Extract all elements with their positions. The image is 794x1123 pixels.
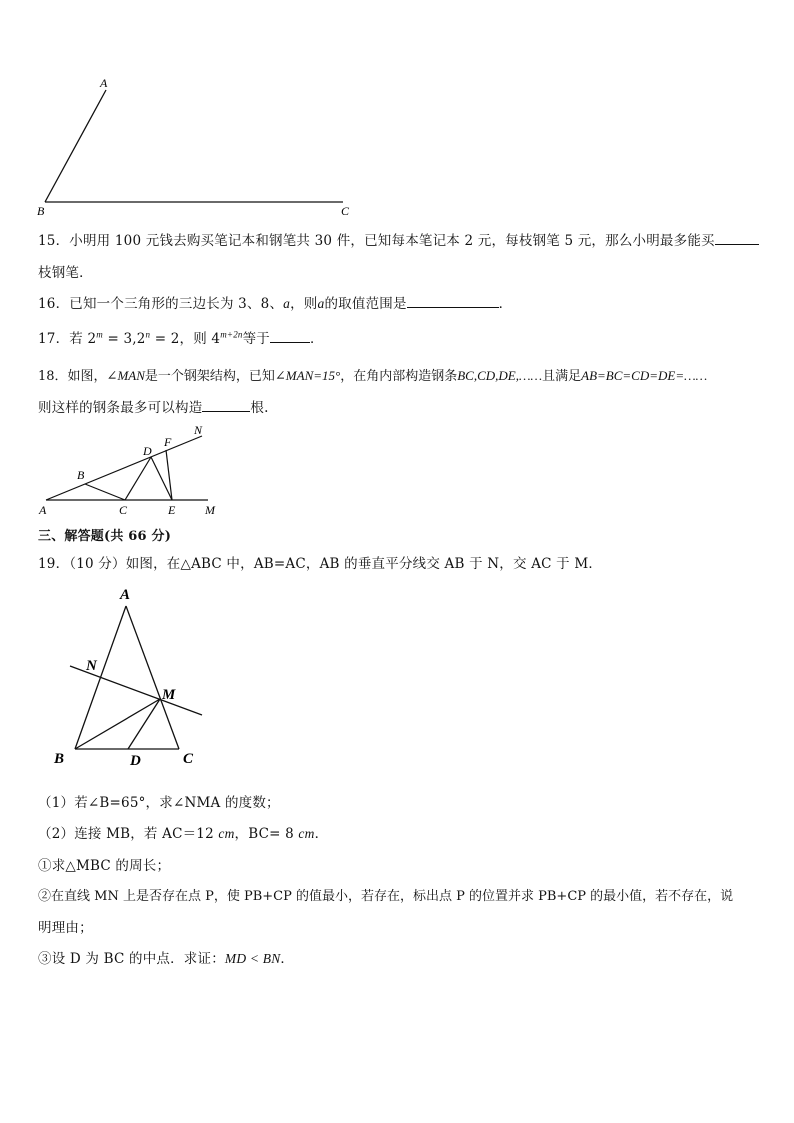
label-d: D <box>143 444 152 458</box>
label-f: F <box>164 435 172 449</box>
question-15-line1: 15．小明用 100 元钱去购买笔记本和钢笔共 30 件，已知每本笔记本 2 元，每枝钢笔 5 元，那么小明最多能买 <box>38 229 759 249</box>
question-18-line1: 18．如图，∠MAN是一个钢架结构，已知∠MAN=15°，在角内部构造钢条BC,CD,DE,……且满足AB=BC=CD=DE=…… <box>38 368 708 384</box>
label-a: A <box>120 587 131 603</box>
label-n: N <box>194 423 203 437</box>
label-c: C <box>341 204 350 218</box>
ray-an <box>46 436 202 500</box>
question-19-part2: （2）连接 MB，若 AC＝12 cm，BC= 8 cm． <box>38 826 329 842</box>
question-17: 17．若 $2^m = 3,2^n = 2$，则 $4^{m+2n}$等于 ． <box>38 329 324 347</box>
section-heading: 三、解答题(共 66 分) <box>38 529 172 544</box>
side-ac <box>126 606 179 749</box>
segment-mb <box>75 699 160 749</box>
question-16: 16．已知一个三角形的三边长为 3、8、a，则a的取值范围是 ． <box>38 296 513 312</box>
steel-frame-figure <box>36 422 226 520</box>
label-d: D <box>130 753 141 769</box>
label-n: N <box>86 658 97 674</box>
question-19-sub2-line2: 明理由； <box>38 920 93 936</box>
label-c: C <box>183 751 194 767</box>
label-a: A <box>39 503 47 517</box>
label-b: B <box>77 468 85 482</box>
question-18-line2: 则这样的钢条最多可以构造 根. <box>38 400 269 416</box>
segment-ba <box>45 90 106 202</box>
label-a: A <box>100 76 108 90</box>
answer-blank-18[interactable] <box>202 399 250 412</box>
bar-bc <box>85 484 125 500</box>
label-b: B <box>54 751 65 767</box>
answer-blank-16[interactable] <box>407 295 499 308</box>
bar-cd <box>125 457 151 500</box>
question-19-sub3: ③设 D 为 BC 的中点．求证：MD < BN． <box>38 951 295 967</box>
question-19-part1: （1）若∠B=65°，求∠NMA 的度数； <box>38 795 280 811</box>
label-b: B <box>37 204 45 218</box>
label-m: M <box>205 503 215 517</box>
answer-blank-17[interactable] <box>270 330 310 343</box>
question-15-line2: 枝钢笔． <box>38 265 93 281</box>
angle-abc-figure <box>30 74 360 222</box>
label-e: E <box>168 503 176 517</box>
question-19-sub1: ①求△MBC 的周长； <box>38 858 171 874</box>
answer-blank-15[interactable] <box>715 232 759 245</box>
label-c: C <box>119 503 128 517</box>
segment-md <box>128 699 160 749</box>
triangle-abc-figure <box>48 582 218 772</box>
question-19-stem: 19．（10 分）如图，在△ABC 中，AB=AC，AB 的垂直平分线交 AB 于 N，交 AC 于 M． <box>38 556 603 572</box>
question-19-sub2-line1: ②在直线 MN 上是否存在点 P，使 PB+CP 的值最小，若存在，标出点 P 的位置并求 PB+CP 的最小值，若不存在，说 <box>38 889 734 904</box>
label-m: M <box>162 687 176 703</box>
